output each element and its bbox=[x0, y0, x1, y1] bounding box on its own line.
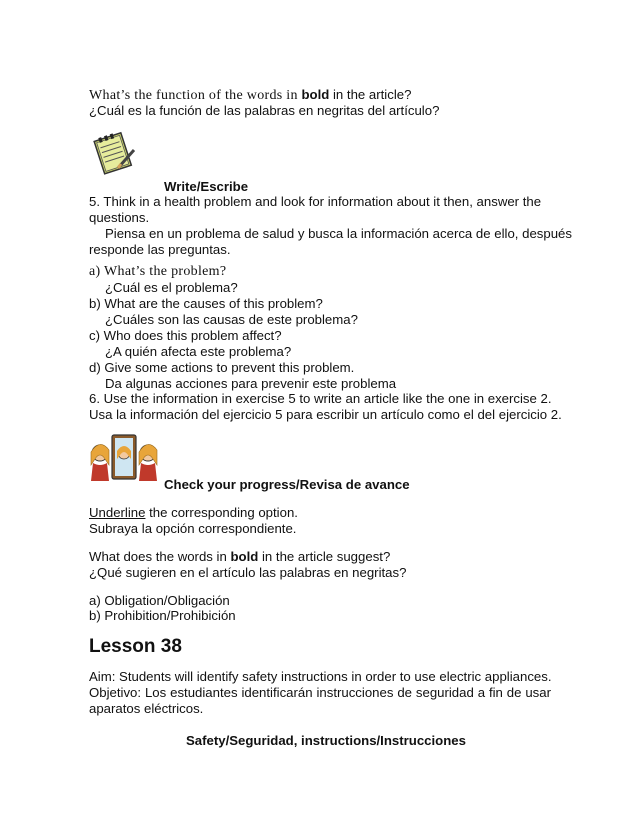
aim-english: Aim: Students will identify safety instructions in order to use electric appliances. bbox=[89, 669, 552, 684]
exercise5-english-line1: 5. Think in a health problem and look for information about it then, answer the bbox=[89, 194, 542, 209]
option-b: b) Prohibition/Prohibición bbox=[89, 608, 236, 623]
suggest-suffix: in the article suggest? bbox=[258, 549, 391, 564]
question-a-english: a) What’s the problem? bbox=[89, 264, 227, 279]
aim-spanish: Objetivo: Los estudiantes identificarán instrucciones de seguridad a fin de usar aparatos eléctricos. bbox=[89, 685, 551, 716]
question-english-prefix: What’s the function of the words in bbox=[89, 88, 298, 103]
question-a-spanish: ¿Cuál es el problema? bbox=[105, 280, 238, 295]
mirror-reflection-icon bbox=[90, 433, 158, 483]
underline-instruction bbox=[89, 505, 298, 521]
subraya-instruction: Subraya la opción correspondiente. bbox=[89, 521, 297, 536]
suggest-prefix: What does the words in bbox=[89, 549, 231, 564]
notepad-pencil-icon bbox=[90, 130, 138, 178]
question-bold-word: bold bbox=[301, 87, 330, 102]
exercise6-english: 6. Use the information in exercise 5 to write an article like the one in exercise 2. bbox=[89, 391, 552, 406]
exercise5-english-line2: questions. bbox=[89, 210, 150, 225]
question-c-spanish: ¿A quién afecta este problema? bbox=[105, 344, 292, 359]
exercise5-spanish-line2: responde las preguntas. bbox=[89, 242, 231, 257]
question-english bbox=[89, 87, 411, 104]
exercise6-spanish: Usa la información del ejercicio 5 para escribir un artículo como el del ejercicio 2. bbox=[89, 407, 562, 422]
question-b-spanish: ¿Cuáles son las causas de este problema? bbox=[105, 312, 358, 327]
question-b-english: b) What are the causes of this problem? bbox=[89, 296, 323, 311]
exercise5-spanish-line1: Piensa en un problema de salud y busca la información acerca de ello, después bbox=[105, 226, 572, 241]
underline-rest: the corresponding option. bbox=[145, 505, 298, 520]
progress-heading: Check your progress/Revisa de avance bbox=[164, 477, 410, 492]
lesson-title: Lesson 38 bbox=[89, 636, 182, 657]
suggest-question-english bbox=[89, 549, 390, 565]
question-c-english: c) Who does this problem affect? bbox=[89, 328, 282, 343]
suggest-bold-word: bold bbox=[230, 549, 259, 564]
write-heading: Write/Escribe bbox=[164, 179, 249, 194]
safety-heading: Safety/Seguridad, instructions/Instrucciones bbox=[186, 733, 466, 748]
question-english-suffix: in the article? bbox=[329, 87, 412, 102]
question-spanish: ¿Cuál es la función de las palabras en negritas del artículo? bbox=[89, 103, 440, 118]
option-a: a) Obligation/Obligación bbox=[89, 593, 230, 608]
suggest-question-spanish: ¿Qué sugieren en el artículo las palabras en negritas? bbox=[89, 565, 407, 580]
question-d-english: d) Give some actions to prevent this problem. bbox=[89, 360, 355, 375]
underline-word: Underline bbox=[89, 505, 146, 520]
question-d-spanish: Da algunas acciones para prevenir este problema bbox=[105, 376, 397, 391]
